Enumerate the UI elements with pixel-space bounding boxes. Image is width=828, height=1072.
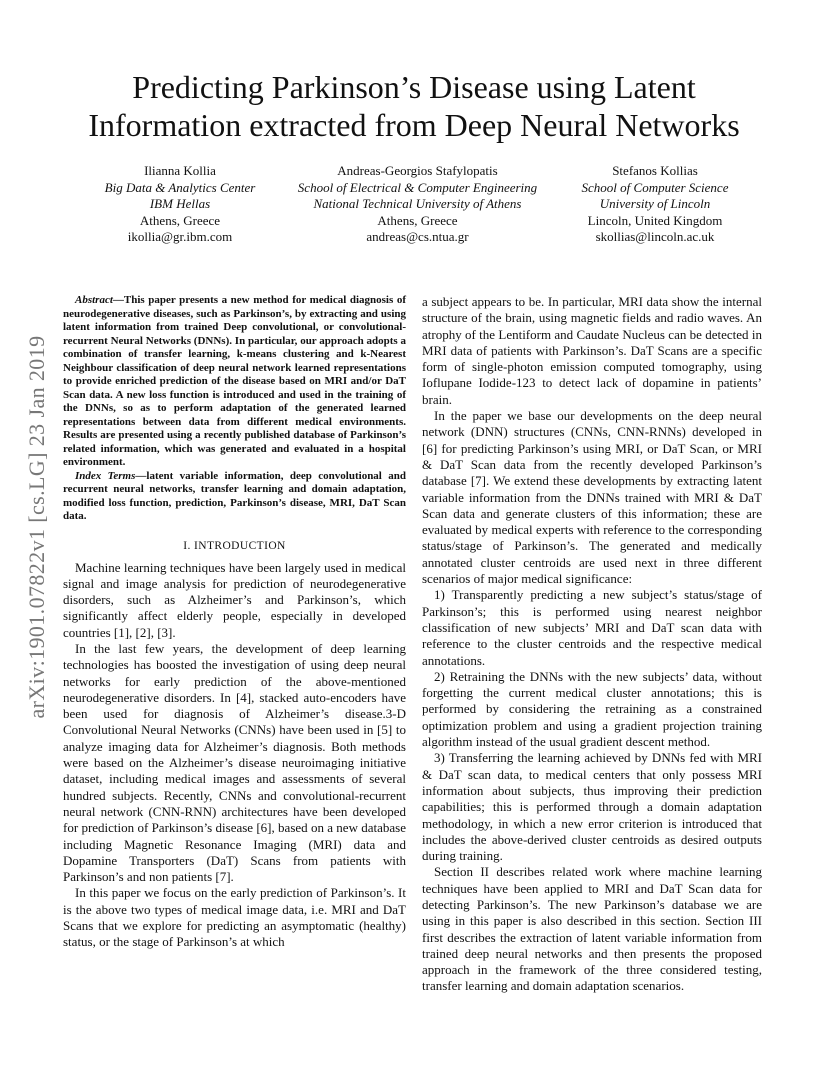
index-terms-label: Index Terms — [75, 469, 136, 482]
arxiv-identifier-text: arXiv:1901.07822v1 [cs.LG] 23 Jan 2019 — [24, 335, 49, 719]
index-terms-text: —latent variable information, deep convolutional and recurrent neural networks, transfer learning and domain adaptation, modified loss function, prediction, Parkinson’s disease, MRI, DaT Scan data. — [63, 469, 406, 522]
body-paragraph: In the last few years, the development of deep learning technologies has boosted the investigation of using deep neural networks for early prediction of the above-mentioned neurodegenerative disorders. In [4], stacked auto-encoders have been used for diagnosis of Alzheimer’s disease.3-D Convolutional Neural Networks (CNNs) have been used in [5] to analyze imaging data for Alzheimer’s diagnosis. Both methods were based on the Alzheimer’s disease neuroimaging initiative dataset, including medical images and assessments of several hundred subjects. Recently, CNNs and convolutional-recurrent neural network (CNN-RNN) architectures have been developed for prediction of Parkinson’s disease [6], based on a new database including Magnetic Resonance Imaging (MRI) data and Dopamine Transporters (DaT) Scans from patients with Parkinson’s and non patients [7]. — [63, 640, 406, 885]
title-line-1: Predicting Parkinson’s Disease using Latent — [132, 69, 696, 105]
contribution-item: 3) Transferring the learning achieved by DNNs fed with MRI & DaT scan data, to medical centers that only possess MRI information about subjects, thus improving their prediction capabilities; this is performed through a domain adaptation methodology, in which a new error criterion is introduced that includes the above-derived cluster centroids as desired outputs during training. — [422, 750, 762, 864]
arxiv-identifier — [22, 292, 52, 762]
body-paragraph: Machine learning techniques have been largely used in medical signal and image analysis for prediction of neurodegenerative disorders, such as Alzheimer’s and Parkinson’s, which significantly affect elderly people, especially in developed countries [1], [2], [3]. — [63, 559, 406, 640]
author-city: Lincoln, United Kingdom — [587, 212, 723, 228]
author-name: Stefanos Kollias — [612, 163, 698, 178]
author-affiliation: School of Computer Science — [581, 179, 729, 195]
contribution-item: 1) Transparently predicting a new subject’s status/stage of Parkinson’s; this is performed using nearest neighbor classification of new subjects’ MRI and DaT scan data with reference to the cluster centroids and the respective medical annotations. — [422, 587, 762, 668]
right-column — [422, 294, 762, 995]
body-paragraph: Section II describes related work where machine learning techniques have been applied to MRI and DaT Scan data for detecting Parkinson’s. The new Parkinson’s database we are using in this paper is also described in this section. Section III first describes the extraction of latent variable information from trained deep neural networks and then presents the proposed approach in the framework of the three considered testing, transfer learning and domain adaptation scenarios. — [422, 864, 762, 994]
author-affiliation-2: National Technical University of Athens — [313, 196, 522, 211]
index-terms — [63, 470, 406, 524]
body-paragraph: In the paper we base our developments on the deep neural network (DNN) structures (CNNs, CNN-RNNs) developed in [6] for predicting Parkinson’s using MRI, or DaT Scan, or MRI & DaT Scan data from the recently developed Parkinson’s database [7]. We extend these developments by extracting latent variable information from the DNNs trained with MRI & DaT Scan data and generate clusters of this information; these are evaluated by medical experts with reference to the corresponding status/stage of Parkinson’s. The generated and medically annotated cluster centroids are used next in three different scenarios of major medical significance: — [422, 408, 762, 587]
author-email[interactable]: ikollia@gr.ibm.com — [127, 229, 233, 244]
paper-title — [40, 68, 788, 144]
author-affiliation: Big Data & Analytics Center — [104, 179, 256, 195]
author-email[interactable]: andreas@cs.ntua.gr — [366, 229, 469, 244]
left-column — [63, 294, 406, 951]
contribution-item: 2) Retraining the DNNs with the new subjects’ data, without forgetting the current medical cluster annotations; this is performed by considering the retraining as a constrained optimization problem and using a gradient projection training algorithm instead of the usual gradient descent method. — [422, 668, 762, 750]
section-heading: I. INTRODUCTION — [183, 539, 286, 552]
author-name: Andreas-Georgios Stafylopatis — [337, 163, 498, 178]
author-affiliation: School of Electrical & Computer Engineering — [297, 179, 538, 195]
abstract-text: —This paper presents a new method for medical diagnosis of neurodegenerative diseases, such as Parkinson’s, by extracting and using latent information from trained Deep convolutional, or convolutional-recurrent Neural Networks (DNNs). In particular, our approach adopts a combination of transfer learning, k-means clustering and k-Nearest Neighbour classification of deep neural network learned representations to provide enriched prediction of the disease based on MRI and/or DaT Scan data. A new loss function is introduced and used in the training of the DNNs, so as to perform adaptation of the generated learned representations between data from different medical environments. Results are presented using a recently published database of Parkinson’s related information, which was generated and evaluated in a hospital environment. — [63, 294, 406, 468]
abstract-label: Abstract — [75, 294, 113, 306]
author-city: Athens, Greece — [377, 212, 458, 228]
author-affiliation-2: IBM Hellas — [149, 196, 211, 211]
author-city: Athens, Greece — [139, 212, 221, 228]
body-paragraph: In this paper we focus on the early prediction of Parkinson’s. It is the above two types of medical image data, i.e. MRI and DaT Scans that we explore for predicting an asymptomatic (healthy) status, or the stage of Parkinson’s at which — [63, 885, 406, 950]
author-block — [75, 163, 285, 246]
body-paragraph: a subject appears to be. In particular, MRI data show the internal structure of the brain, using magnetic fields and radio waves. An atrophy of the Lentiform and Caudate Nucleus can be detected in MRI data of patients with Parkinson’s. DaT Scans are a specific form of single-photon emission computed tomography, using Ioflupane Iodide-123 to detect lack of dopamine in patients’ brain. — [422, 294, 762, 407]
author-block — [275, 163, 560, 246]
author-name: Ilianna Kollia — [144, 163, 216, 178]
author-email[interactable]: skollias@lincoln.ac.uk — [595, 229, 715, 244]
abstract — [63, 294, 406, 470]
author-affiliation-2: University of Lincoln — [599, 196, 711, 211]
author-block — [545, 163, 765, 246]
title-line-2: Information extracted from Deep Neural Networks — [88, 107, 740, 143]
